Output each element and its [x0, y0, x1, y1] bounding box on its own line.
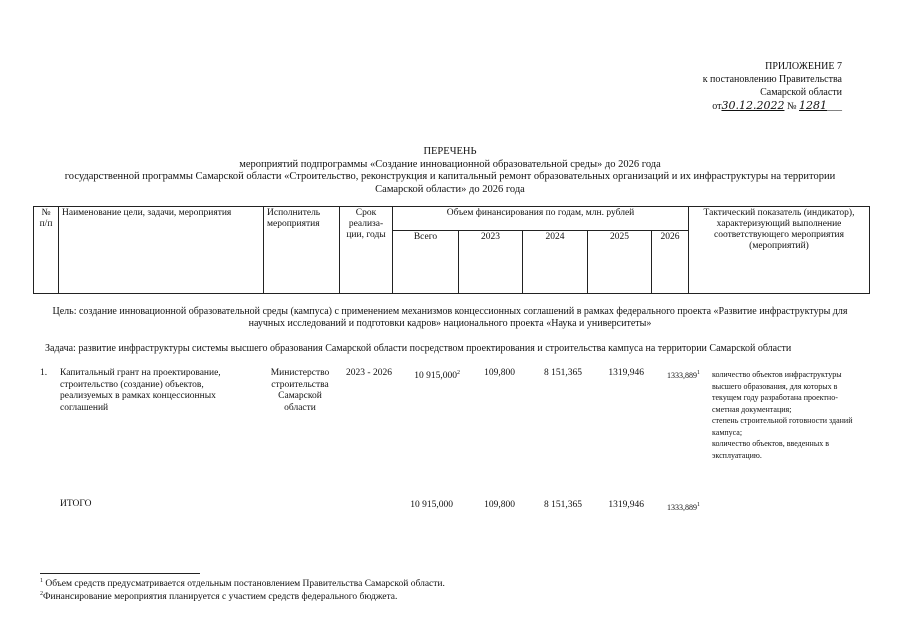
row1-total [398, 368, 460, 383]
document-title [40, 146, 860, 196]
total-label: ИТОГО [60, 499, 92, 509]
date-number-line: от30.12.2022 № 1281___ [712, 99, 842, 112]
row1-num: 1. [40, 368, 48, 378]
document-header [642, 60, 842, 113]
row1-term: 2023 - 2026 [346, 368, 392, 378]
row1-2023: 109,800 [484, 368, 515, 378]
footnote-1-mark: 1 [40, 578, 43, 584]
row1-name: Капитальный грант на проектирование, строительство (создание) объектов, реализуемых в рамках концессионных соглашений [60, 368, 221, 413]
row1-total-footnote-mark: 2 [457, 370, 460, 376]
header-line-2: к постановлению Правительства [702, 74, 842, 85]
header-total: Всего [393, 231, 459, 294]
date-prefix: от [712, 101, 722, 112]
footnote-1 [40, 578, 445, 589]
footnote-1-text: Объем средств предусматривается отдельным постановлением Правительства Самарской области. [45, 579, 445, 589]
title-line-2: государственной программы Самарской области «Строительство, реконструкция и капитальный ремонт образовательных организаций и их инфраструктуры на территории [64, 171, 836, 182]
row1-indicators [712, 369, 862, 461]
row1-2026-value: 1333,889 [667, 371, 697, 380]
title-main: ПЕРЕЧЕНЬ [423, 146, 477, 157]
total-2025: 1319,946 [608, 500, 644, 510]
header-2026: 2026 [652, 231, 689, 294]
table-header [33, 206, 870, 294]
row1-total-value: 10 915,000 [414, 371, 457, 381]
header-2025: 2025 [588, 231, 652, 294]
title-line-3: Самарской области» до 2026 года [375, 183, 525, 195]
header-name: Наименование цели, задачи, мероприятия [59, 207, 264, 294]
goal-text: Цель: создание инновационной образовательной среды (кампуса) с применением механизмов концессионных соглашений в рамках федерального проекта «Развитие инфраструктуры для научных исследований и подготовки кадров» национального проекта «Наука и университеты» [52, 306, 848, 329]
indicator-1: количество объектов инфраструктуры высшего образования, для которых в текущем году разработана проектно-сметная документация; [712, 370, 842, 414]
row1-2026 [652, 368, 700, 383]
title-line-1: мероприятий подпрограммы «Создание инновационной образовательной среды» до 2026 года [239, 158, 661, 170]
row1-2025: 1319,946 [608, 368, 644, 378]
header-executor: Исполнитель мероприятия [264, 207, 340, 294]
footnote-2 [40, 591, 397, 602]
total-2024: 8 151,365 [544, 500, 582, 510]
header-num: № п/п [34, 207, 59, 294]
handwritten-date: 30.12.2022 [721, 99, 785, 112]
header-2023: 2023 [459, 231, 523, 294]
indicator-2: степень строительной готовности зданий кампуса; [712, 416, 853, 437]
handwritten-number: 1281 [799, 99, 827, 112]
row1-2026-footnote-mark: 1 [697, 370, 700, 376]
header-indicator: Тактический показатель (индикатор), характеризующий выполнение соответствующего мероприятия (мероприятий) [689, 207, 870, 294]
header-term: Срок реализа-ции, годы [340, 207, 393, 294]
header-line-3: Самарской области [760, 87, 842, 98]
task-text: Задача: развитие инфраструктуры системы высшего образования Самарской области посредством проектирования и строительства кампуса на территории Самарской области [45, 343, 792, 354]
header-2024: 2024 [523, 231, 588, 294]
total-sum: 10 915,000 [410, 500, 453, 510]
header-funding: Объем финансирования по годам, млн. рублей [393, 207, 689, 231]
row1-2024: 8 151,365 [544, 368, 582, 378]
total-2026-value: 1333,889 [667, 503, 697, 512]
total-2026-footnote-mark: 1 [697, 502, 700, 508]
number-prefix: № [786, 101, 797, 112]
indicator-3: количество объектов, введенных в эксплуатацию. [712, 439, 829, 460]
footnote-2-mark: 2 [40, 591, 43, 597]
total-2023: 109,800 [484, 500, 515, 510]
footnote-separator [40, 573, 200, 574]
footnote-2-text: Финансирование мероприятия планируется с участием средств федерального бюджета. [43, 592, 398, 602]
total-2026 [652, 500, 700, 515]
appendix-title: ПРИЛОЖЕНИЕ 7 [765, 61, 842, 72]
row1-executor: Министерство строительства Самарской области [270, 368, 330, 413]
